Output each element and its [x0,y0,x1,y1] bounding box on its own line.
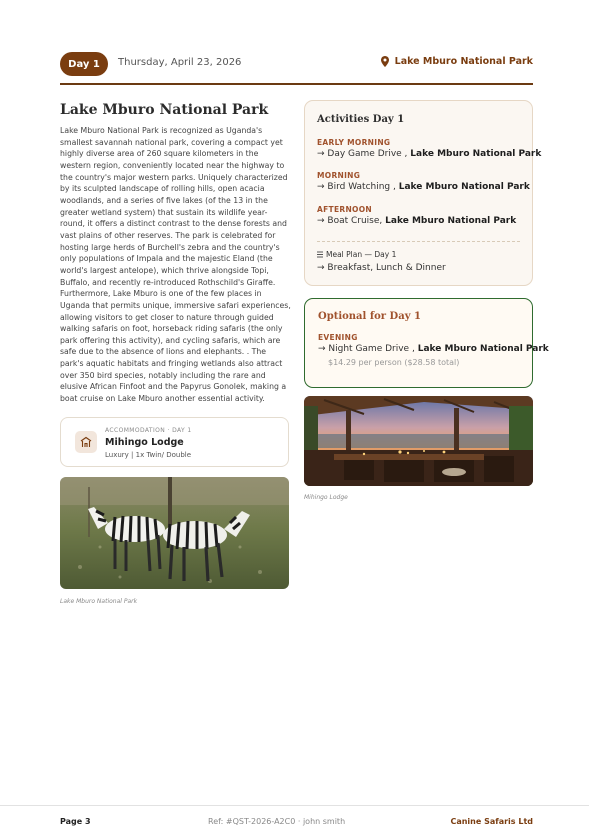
footer-divider [0,805,589,806]
header-location [381,56,533,67]
activity-name: Bird Watching [327,182,391,192]
lodge-photo [304,396,533,486]
meal-plan-heading [317,250,396,259]
activity-line: → Bird Watching , Lake Mburo National Park [317,182,530,192]
activity-name: Boat Cruise [327,216,380,226]
activity-line: → Day Game Drive , Lake Mburo National Park [317,149,542,159]
optional-card [304,298,549,388]
accommodation-label: ACCOMMODATION · DAY 1 [105,427,192,434]
slot-label: AFTERNOON [317,205,372,214]
activity-place: Lake Mburo National Park [410,149,542,159]
activity-place: Lake Mburo National Park [417,344,549,354]
accommodation-card [60,417,289,467]
header-divider [60,83,533,85]
optional-price: $14.29 per person ($28.58 total) [328,358,460,367]
activity-line: → Boat Cruise, Lake Mburo National Park [317,216,517,226]
activity-place: Lake Mburo National Park [385,216,517,226]
meal-items: Breakfast, Lunch & Dinner [327,263,446,273]
accommodation-meta: Luxury | 1x Twin/ Double [105,451,192,459]
slot-label: MORNING [317,171,361,180]
photo-caption: Lake Mburo National Park [60,598,138,605]
activity-name: Day Game Drive [327,149,402,159]
slot-label: EARLY MORNING [317,138,391,147]
activity-name: Night Game Drive [328,344,410,354]
company-name: Canine Safaris Ltd [450,817,533,826]
photo-caption: Mihingo Lodge [304,494,348,501]
activities-card [304,100,542,286]
map-pin-icon [381,56,389,67]
header-location-text: Lake Mburo National Park [394,56,533,67]
day-date: Thursday, April 23, 2026 [118,57,242,68]
park-description: Lake Mburo National Park is recognized as Uganda's smallest savannah national park, covering a compact yet highly diverse area of 260 square kilometers in the western region, conveniently located near the highway to the country's major western parks. Uniquely characterized by its sculpted landscape of rolling hills, open acacia woodlands, and a series of five lakes (of the 13 in the greater wetland system) that sustain its wildlife year-round, it offers a distinct contrast to the dense forests and vast plains of other reserves. The park is celebrated for hosting large herds of Burchell's zebra and the country's only populations of Impala and the majestic Eland (the world's largest antelope), which thrive alongside Topi, Buffalo, and recently re-introduced Rothschild's Giraffe. Furthermore, Lake Mburo is one of the few places in Uganda that permits unique, immersive safari experiences, allowing visitors to get closer to nature through guided walking safaris on foot, horseback riding safaris (the only park offering this activity), and cycling safaris, which are safe due to the absence of lions and elephants. . The park's aquatic habitats and fringing wetlands also attract over 350 bird species, notably including the rare and elusive African Finfoot and the Papyrus Gonolek, making a boat cruise on Lake Mburo another essential activity. [60,126,291,404]
section-title: Lake Mburo National Park [60,102,269,118]
optional-activity-line: → Night Game Drive , Lake Mburo National Park [318,344,549,354]
activities-title: Activities Day 1 [317,114,405,125]
reference: Ref: #QST-2026-A2C0 · john smith [208,817,346,826]
meal-line: → Breakfast, Lunch & Dinner [317,263,446,273]
page-number: Page 3 [60,817,91,826]
menu-list-icon [317,251,323,258]
accommodation-name: Mihingo Lodge [105,437,184,448]
optional-title: Optional for Day 1 [318,311,421,322]
lodge-icon [75,431,97,453]
zebra-photo [60,477,289,589]
activities-divider [317,241,520,242]
slot-label: EVENING [318,333,358,342]
activity-place: Lake Mburo National Park [398,182,530,192]
meal-plan-title: Meal Plan — Day 1 [326,250,397,259]
day-badge: Day 1 [60,52,108,76]
